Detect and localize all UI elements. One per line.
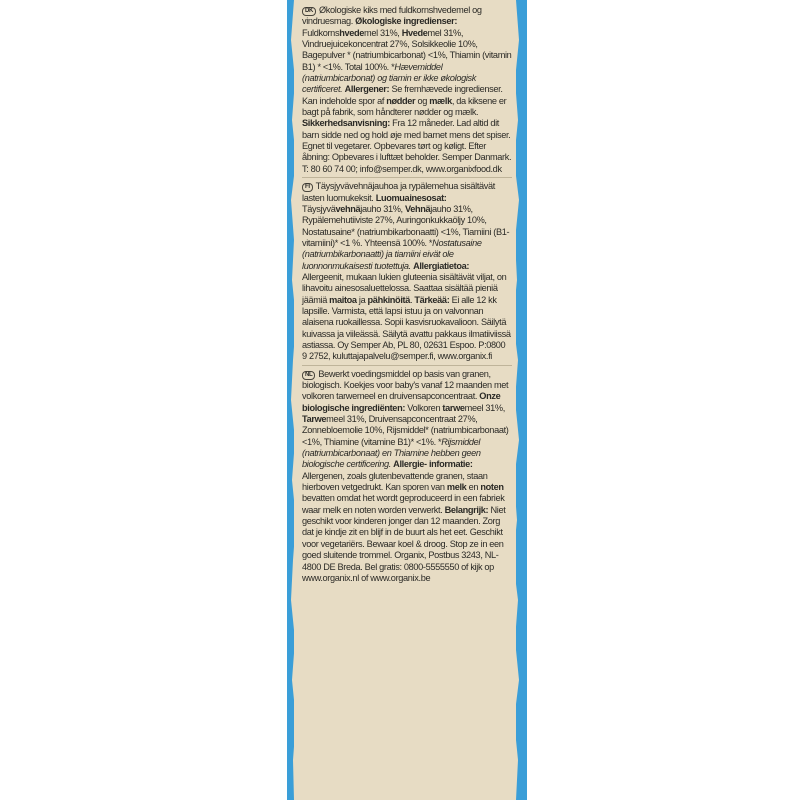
bold-text: nødder [386, 95, 416, 106]
text-run: Bewerkt voedingsmiddel op basis van granen, biologisch. Koekjes voor baby's vanaf 12 maanden met volkoren tarwemeel en druivensapconcentraat. [302, 368, 509, 402]
bold-text: Økologiske ingredienser: [355, 16, 458, 27]
text-run: Fuldkorns [302, 27, 340, 38]
language-badge: NL [302, 371, 315, 380]
text-run: ja [356, 294, 368, 305]
text-run: Allergenen, zoals glutenbevattende granen, staan hierboven vetgedrukt. Kan sporen van [302, 470, 488, 493]
bold-text: vehnä [335, 203, 361, 214]
text-run: Ei alle 12 kk lapsille. Varmista, että lapsi istuu ja on valvonnan alaisena ruokaillessa. Sopii kasvisruokavalioon. Säilytä kuivassa ja viileässä. Säilytä avattu pakkaus ilmatiiviissä astiassa. Oy Semper Ab, PL 80, 02631 Espoo. P:0800 9 2752, kuluttajapalvelu@semper.fi, www.organix.fi [302, 294, 511, 362]
bold-text: tarwe [442, 402, 465, 413]
bold-text: pähkinöitä [367, 294, 410, 305]
section-divider [302, 365, 512, 366]
section-dk [302, 5, 512, 175]
text-run: jauho 31%, [360, 203, 405, 214]
text-run: Økologiske kiks med fuldkornshvedemel og vindruesmag. [302, 5, 482, 27]
section-text [302, 369, 512, 585]
text-run: Allergeenit, mukaan lukien gluteenia sisältävät viljat, on lihavoitu ainesosaluettelossa. Saattaa sisältää pieniä jäämiä [302, 271, 507, 305]
section-divider [302, 177, 512, 178]
text-run: . [410, 294, 415, 305]
bold-text: Onze biologische ingrediënten: [302, 391, 501, 413]
bold-text: Allergiatietoa: [413, 260, 470, 271]
bold-text: Vehnä [404, 203, 431, 214]
text-run: meel 31%, Druivensapconcentraat 27%, Zonnebloemolie 10%, Rijsmiddel* (natriumbicarbonaat) <1%, Thiamine (vitamine B1)* <1%. * [302, 414, 509, 447]
italic-text: Hævemiddel (natriumbicarbonat) og tiamin er ikke økologisk certificeret. [302, 61, 477, 95]
italic-text: Rijsmiddel (natriumbicarbonaat) en Thiamine hebben geen biologische certificering. [302, 436, 481, 470]
text-run: , da kiksene er bagt på fabrik, som håndterer nødder og mælk. [302, 95, 507, 118]
italic-text: Nostatusaine (natriumbikarbonaatti) ja tiamiini eivät ole luonnonmukaisesti tuotettuja. [302, 237, 482, 271]
text-run: Niet geschikt voor kinderen jonger dan 12 maanden. Zorg dat je kindje zit en blijf in de buurt als het eet. Geschikt voor vegetariërs. Bewaar koel & droog. Stop ze in een goed sluitende trommel. Organix, Postbus 3243, NL-4800 DE Breda. Bel gratis: 0800-5555550 of kijk op www.organix.nl of www.organix.be [302, 504, 506, 583]
bold-text: Luomuainesosat: [375, 192, 447, 203]
ingredients-text-panel [302, 5, 512, 795]
text-run: jauho 31%, Rypälemehutiiviste 27%, Auringonkukkaöljy 10%, Nostatusaine* (natriumbikarbonaatti) <1%, Tiamiini (B1-vitamiini)* <1 %. Yhteensä 100%. * [302, 203, 510, 248]
bold-text: Allergie- informatie: [393, 459, 473, 470]
text-run: Volkoren [405, 402, 443, 413]
language-badge: DK [302, 7, 316, 16]
text-run: Täysjyvä [302, 203, 336, 214]
bold-text: maitoa [329, 294, 357, 305]
bold-text: Allergener: [344, 84, 390, 95]
language-badge: FI [302, 183, 313, 192]
section-text [302, 5, 512, 175]
bold-text: mælk [429, 95, 452, 106]
text-run: meel 31%, [464, 402, 505, 413]
text-run: Fra 12 måneder. Lad altid dit barn sidde ned og hold øje med barnet mens det spiser. Egnet til vegetarer. Opbevares tørt og køligt. Efter åbning: Opbevares i lufttæt beholder. Semper Danmark. T: 80 60 74 00; info@semper.dk, www.organixfood.dk [302, 118, 512, 174]
bold-text: Tarwe [302, 414, 327, 425]
text-run: og [415, 95, 430, 106]
bold-text: Tärkeää: [414, 294, 450, 305]
text-run: en [466, 482, 481, 493]
bold-text: Sikkerhedsanvisning: [302, 118, 390, 129]
bold-text: hvede [339, 27, 365, 38]
section-nl [302, 369, 512, 585]
bold-text: Hvede [401, 27, 428, 38]
section-fi [302, 181, 512, 363]
text-run: bevatten omdat het wordt geproduceerd in een fabriek waar melk en noten worden verwerkt. [302, 493, 505, 515]
bold-text: Belangrijk: [444, 504, 489, 515]
text-run: Täysjyvävehnäjauhoa ja rypälemehua sisältävät lasten luomukeksit. [302, 181, 495, 203]
text-run: mel 31%, [364, 27, 402, 38]
bold-text: melk [446, 482, 467, 493]
text-run: mel 31%, Vindruejuicekoncentrat 27%, Solsikkeolie 10%, Bagepulver * (natriumbicarbonat) <1%, Thiamin (vitamin B1) * <1%. Total 100%. * [302, 27, 512, 72]
section-text [302, 181, 512, 363]
text-run: Se fremhævede ingredienser. Kan indeholde spor af [302, 84, 503, 106]
bold-text: noten [480, 482, 504, 493]
